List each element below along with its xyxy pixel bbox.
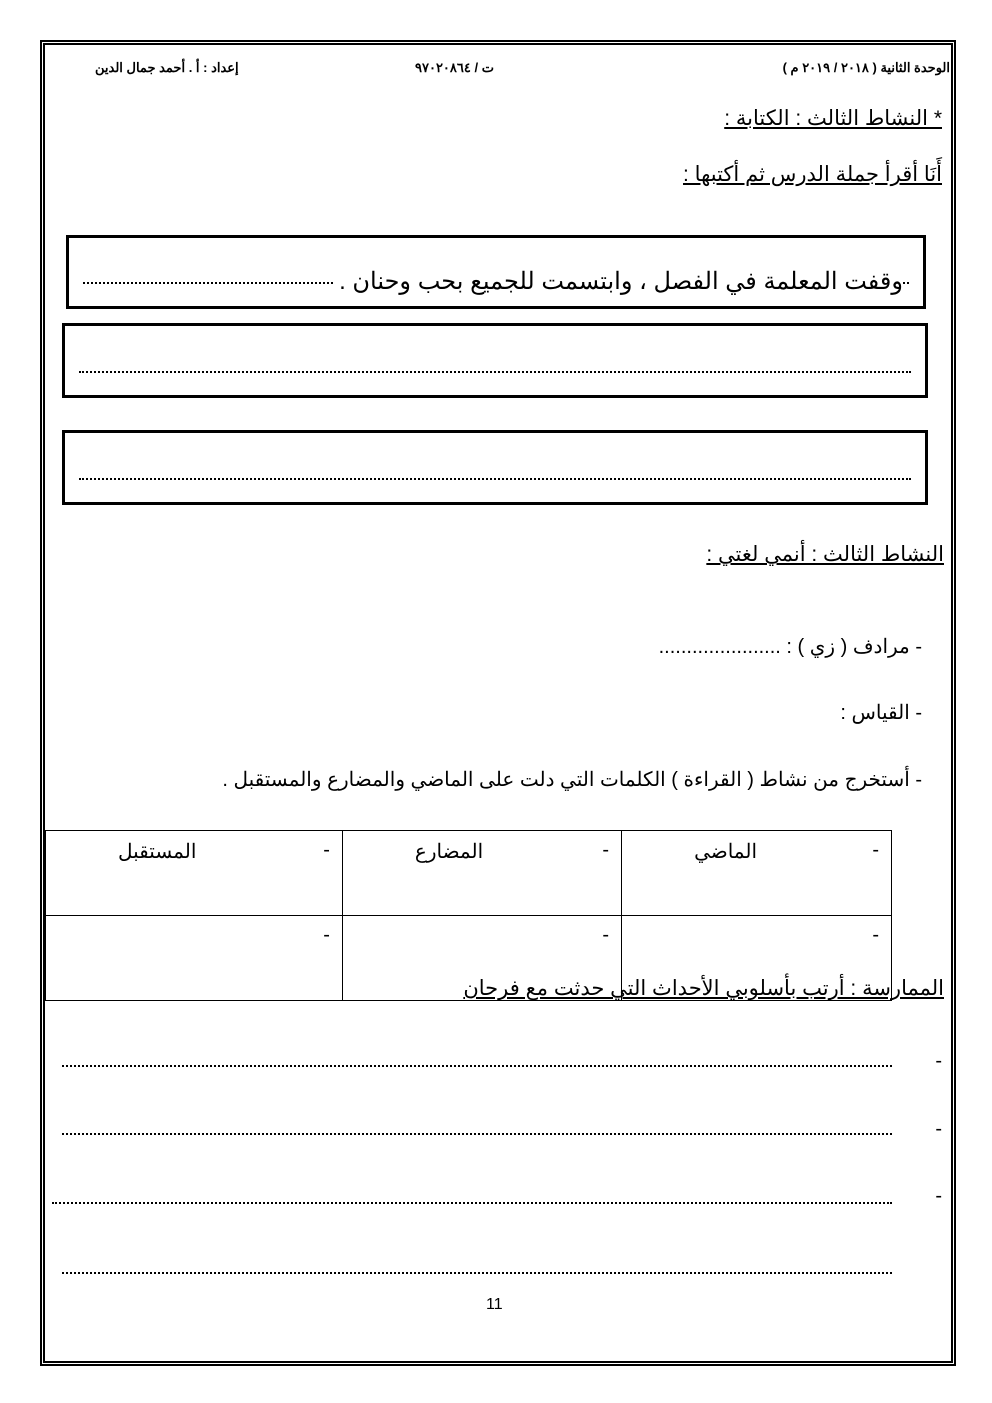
model-sentence: وقفت المعلمة في الفصل ، وابتسمت للجميع بحب وحنان . [335,267,903,296]
worksheet-page: الوحدة الثانية ( ٢٠١٨ / ٢٠١٩ م ) ت / ٩٧٠٢٠٨٦٤ إعداد : أ . أحمد جمال الدين * النشاط الثالث : الكتابة : أَنَا أقرأ جملة الدرس ثم أكتبها : وقفت المعلمة في الفصل ، وابتسمت للجميع بحب وحنان . النشاط الثالث : أنمي لغتي : - مرادف ( زي ) : ...................... - القياس : - أستخرج من نشاط ( القراءة ) الكلمات التي دلت على الماضي والمضارع والمستقبل . - الماضي - المضارع - المستقبل - - - الممارسة : أرتب بأسلوبي الأحداث التي حدثت مع فرحان - - - 11 [0,0,992,1403]
author-label: إعداد : أ . أحمد جمال الدين [95,60,239,75]
present-cell[interactable]: - [342,916,621,1001]
practice-title: الممارسة : أرتب بأسلوبي الأحداث التي حدثت مع فرحان [463,977,944,1000]
page-number: 11 [486,1296,503,1313]
header-past: الماضي [694,841,758,863]
language-title: النشاط الثالث : أنمي لغتي : [706,543,944,566]
header-present: المضارع [414,841,484,863]
synonym-item: - مرادف ( زي ) : ...................... [658,636,922,658]
phone-label: ت / ٩٧٠٢٠٨٦٤ [415,60,494,75]
answer-line-4[interactable] [62,1272,892,1274]
past-cell[interactable]: - [622,916,892,1001]
future-cell[interactable]: - [46,916,343,1001]
tenses-table: - الماضي - المضارع - المستقبل - - - [45,830,892,1001]
header-future: المستقبل [118,841,197,863]
writing-instruction: أَنَا أقرأ جملة الدرس ثم أكتبها : [683,163,942,186]
sentence-box [66,235,926,309]
writing-box-1[interactable] [62,323,928,398]
unit-label: الوحدة الثانية ( ٢٠١٨ / ٢٠١٩ م ) [782,60,950,75]
writing-title: * النشاط الثالث : الكتابة : [724,107,942,130]
answer-line-1[interactable] [62,1065,892,1067]
answer-line-3[interactable] [52,1202,892,1204]
writing-box-2[interactable] [62,430,928,505]
extract-item: - أستخرج من نشاط ( القراءة ) الكلمات التي دلت على الماضي والمضارع والمستقبل . [222,769,922,791]
analogy-item: - القياس : [840,702,922,724]
answer-line-2[interactable] [62,1133,892,1135]
